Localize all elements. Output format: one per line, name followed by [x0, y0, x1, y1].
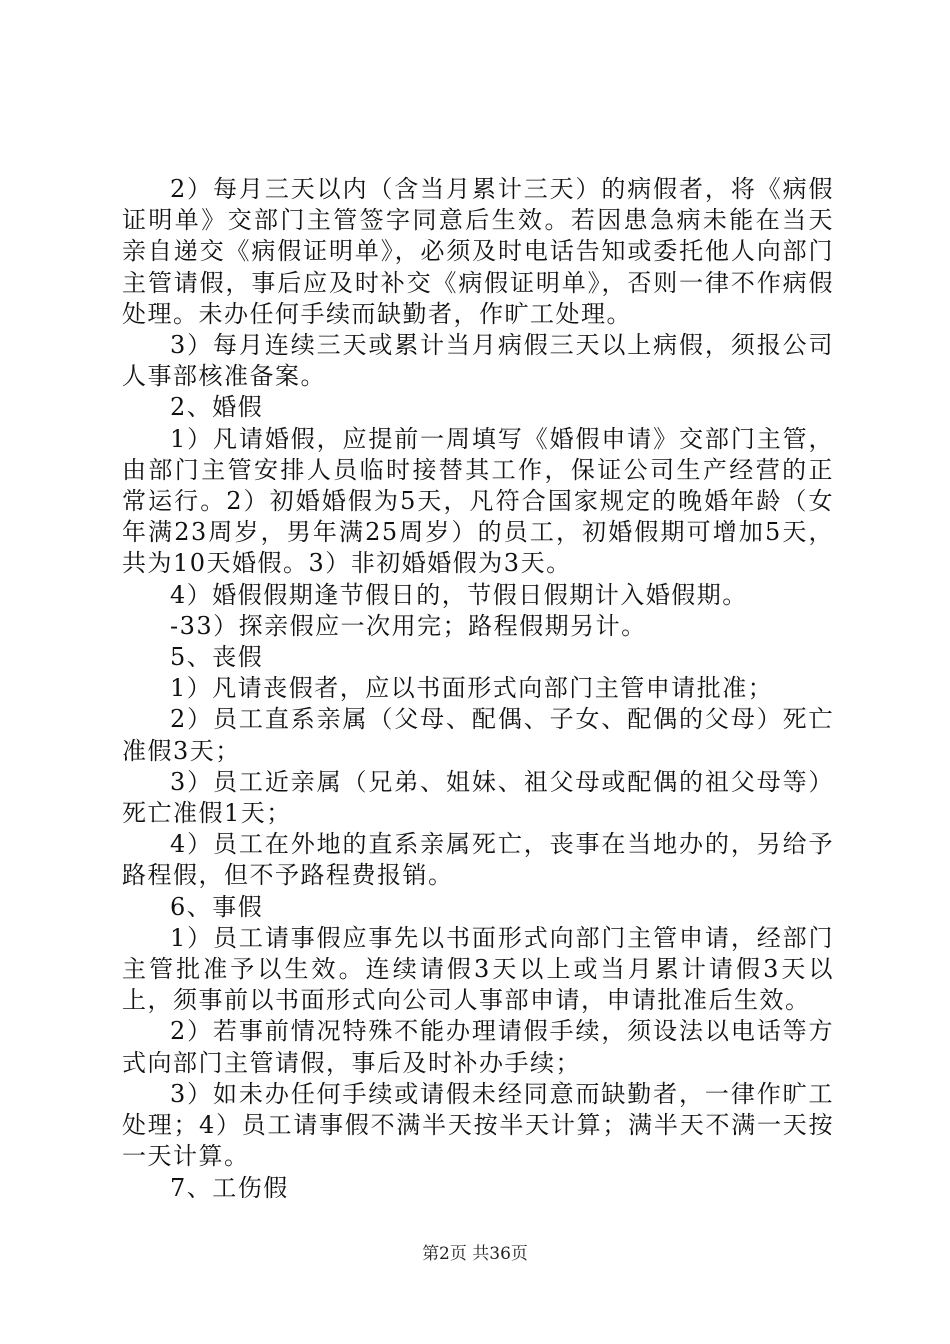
paragraph-marriage-leave-1: 1）凡请婚假，应提前一周填写《婚假申请》交部门主管，由部门主管安排人员临时接替其工作，保证公司生产经营的正常运行。2）初婚婚假为5天，凡符合国家规定的晚婚年龄（女年满23周岁，男年满25周岁）的员工，初婚假期可增加5天，共为10天婚假。3）非初婚婚假为3天。: [122, 424, 834, 578]
paragraph-sick-leave-3: 3）每月连续三天或累计当月病假三天以上病假，须报公司人事部核准备案。: [122, 331, 834, 391]
paragraph-bereavement-leave-4: 4）员工在外地的直系亲属死亡，丧事在当地办的，另给予路程假，但不予路程费报销。: [122, 830, 834, 890]
paragraph-home-leave-3: -33）探亲假应一次用完；路程假期另计。: [170, 611, 647, 640]
paragraph-bereavement-leave-3: 3）员工近亲属（兄弟、姐妹、祖父母或配偶的祖父母等）死亡准假1天；: [122, 767, 834, 828]
paragraph-personal-leave-2: 2）若事前情况特殊不能办理请假手续，须设法以电话等方式向部门主管请假，事后及时补办手续；: [122, 1017, 834, 1077]
paragraph-marriage-leave-4: 4）婚假假期逢节假日的，节假日假期计入婚假期。: [170, 580, 748, 609]
section-heading-bereavement-leave: 5、丧假: [170, 643, 264, 672]
paragraph-personal-leave-1: 1）员工请事假应事先以书面形式向部门主管申请，经部门主管批准予以生效。连续请假3天以上或当月累计请假3天以上，须事前以书面形式向公司人事部申请，申请批准后生效。: [122, 923, 834, 1015]
paragraph-personal-leave-3: 3）如未办任何手续或请假未经同意而缺勤者，一律作旷工处理；4）员工请事假不满半天按半天计算；满半天不满一天按一天计算。: [122, 1079, 834, 1171]
document-body: [122, 174, 834, 1204]
section-heading-marriage-leave: 2、婚假: [170, 393, 264, 422]
page-number-footer: 第2页 共36页: [422, 1244, 528, 1264]
paragraph-bereavement-leave-2: 2）员工直系亲属（父母、配偶、子女、配偶的父母）死亡准假3天；: [122, 705, 834, 765]
paragraph-bereavement-leave-1: 1）凡请丧假者，应以书面形式向部门主管申请批准；: [170, 674, 774, 703]
section-heading-work-injury-leave: 7、工伤假: [170, 1173, 289, 1202]
paragraph-sick-leave-2: 2）每月三天以内（含当月累计三天）的病假者，将《病假证明单》交部门主管签字同意后生效。若因患急病未能在当天亲自递交《病假证明单》，必须及时电话告知或委托他人向部门主管请假，事后应及时补交《病假证明单》，否则一律不作病假处理。未办任何手续而缺勤者，作旷工处理。: [122, 175, 834, 328]
section-heading-personal-leave: 6、事假: [170, 892, 264, 921]
